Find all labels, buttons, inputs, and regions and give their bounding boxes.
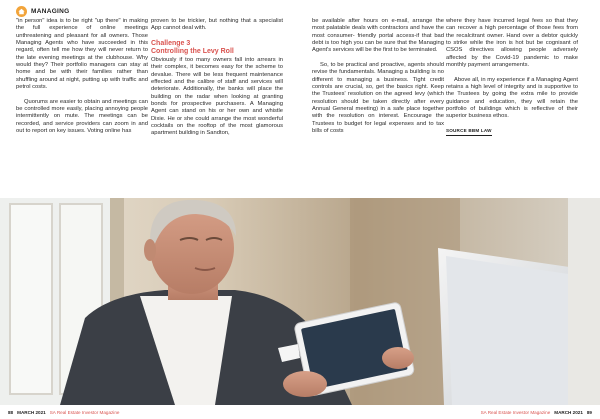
issue-date: MARCH 2021 bbox=[17, 409, 46, 415]
paragraph: So, to be practical and proactive, agents should revise the fundamentals. Managing a building is no different to managing a business. Tight credit controls are crucial, so, get the basics right. Keep the Trustees' resolution on the agreed levy (which resolution should be taken directly after every Annual General meeting) in a safe place together with the resolution on interest. Encourage the Trustees to budget for legal expenses and to tax bills of costs bbox=[312, 62, 444, 135]
section-header bbox=[16, 4, 70, 18]
paragraph: "in person" idea is to be right "up there" in making the full experience of online meetings unthreatening and pleasant for all owners. Those Managing Agents who have succeeded in this regard, often tell me how they will never return to the late evening meetings at the clubhouse. Why would they? Their portfolio managers can stay at home and be with their families rather than shuffling around at night, putting up with traffic and petrol costs. bbox=[16, 18, 148, 91]
article-column-3 bbox=[312, 18, 444, 143]
issue-date: MARCH 2021 bbox=[554, 409, 583, 415]
subheading-challenge: Challenge 3 bbox=[151, 39, 191, 47]
paragraph: Above all, in my experience if a Managing Agent retains a high level of integrity and is supportive to the Trustees by going the extra mile to provide guidance and education, they will retain the portfolio of buildings which is reflective of their superior business ethos. bbox=[446, 76, 578, 120]
footer-left bbox=[8, 405, 119, 419]
magazine-title: SA Real Estate Investor Magazine bbox=[49, 409, 120, 415]
article-column-1 bbox=[16, 18, 148, 143]
paragraph: Obviously if too many owners fall into arrears in their complex, it becomes easy for the scheme to devalue. There will be less frequent maintenance effected and the calibre of staff and services will deteriorate. Additionally, the banks will place the building on the radar when looking at granting bonds for prospective purchasers. A Managing Agent can stand on his or her own and whistle Dixie. He or she could arrange the most wonderful cocktails on the rooftop of the most glamorous apartment building in Sandton, bbox=[151, 56, 283, 137]
source-credit: SOURCE BBM LAW bbox=[446, 127, 492, 136]
page-number: 88 bbox=[8, 409, 14, 415]
paragraph: proven to be trickier, but nothing that a specialist App cannot deal with. bbox=[151, 18, 283, 32]
paragraph: be available after hours on e-mail, arrange the most palatable deals with contractors and have the most consumer- friendly portal access-if that bad debt is too high you can be sure that the Managing Agent's services will be the first to be terminated. bbox=[312, 18, 444, 54]
article-column-2 bbox=[151, 18, 283, 145]
paragraph: Quorums are easier to obtain and meetings can be controlled more easily, placing annoying people intermittently on mute. The meetings can be recorded, and service providers can zoom in and out to report on key issues. Voting online has bbox=[16, 98, 148, 135]
section-title: MANAGING bbox=[31, 7, 70, 15]
subheading-levy-roll: Controlling the Levy Roll bbox=[151, 47, 234, 55]
house-icon bbox=[16, 6, 27, 17]
magazine-title: SA Real Estate Investor Magazine bbox=[480, 409, 551, 415]
footer-right bbox=[481, 405, 592, 419]
paragraph: where they have incurred legal fees so that they can recover a high percentage of those fees from the recalcitrant owner. Hand over a debtor quickly to strike while the iron is hot but be cognisant of CSOS directives allowing people adversely affected by the Covid-19 pandemic to make monthly payment arrangements. bbox=[446, 18, 578, 69]
page-number: 89 bbox=[586, 409, 592, 415]
article-column-4 bbox=[446, 18, 578, 136]
businessman-with-tablet-photo bbox=[0, 198, 600, 405]
